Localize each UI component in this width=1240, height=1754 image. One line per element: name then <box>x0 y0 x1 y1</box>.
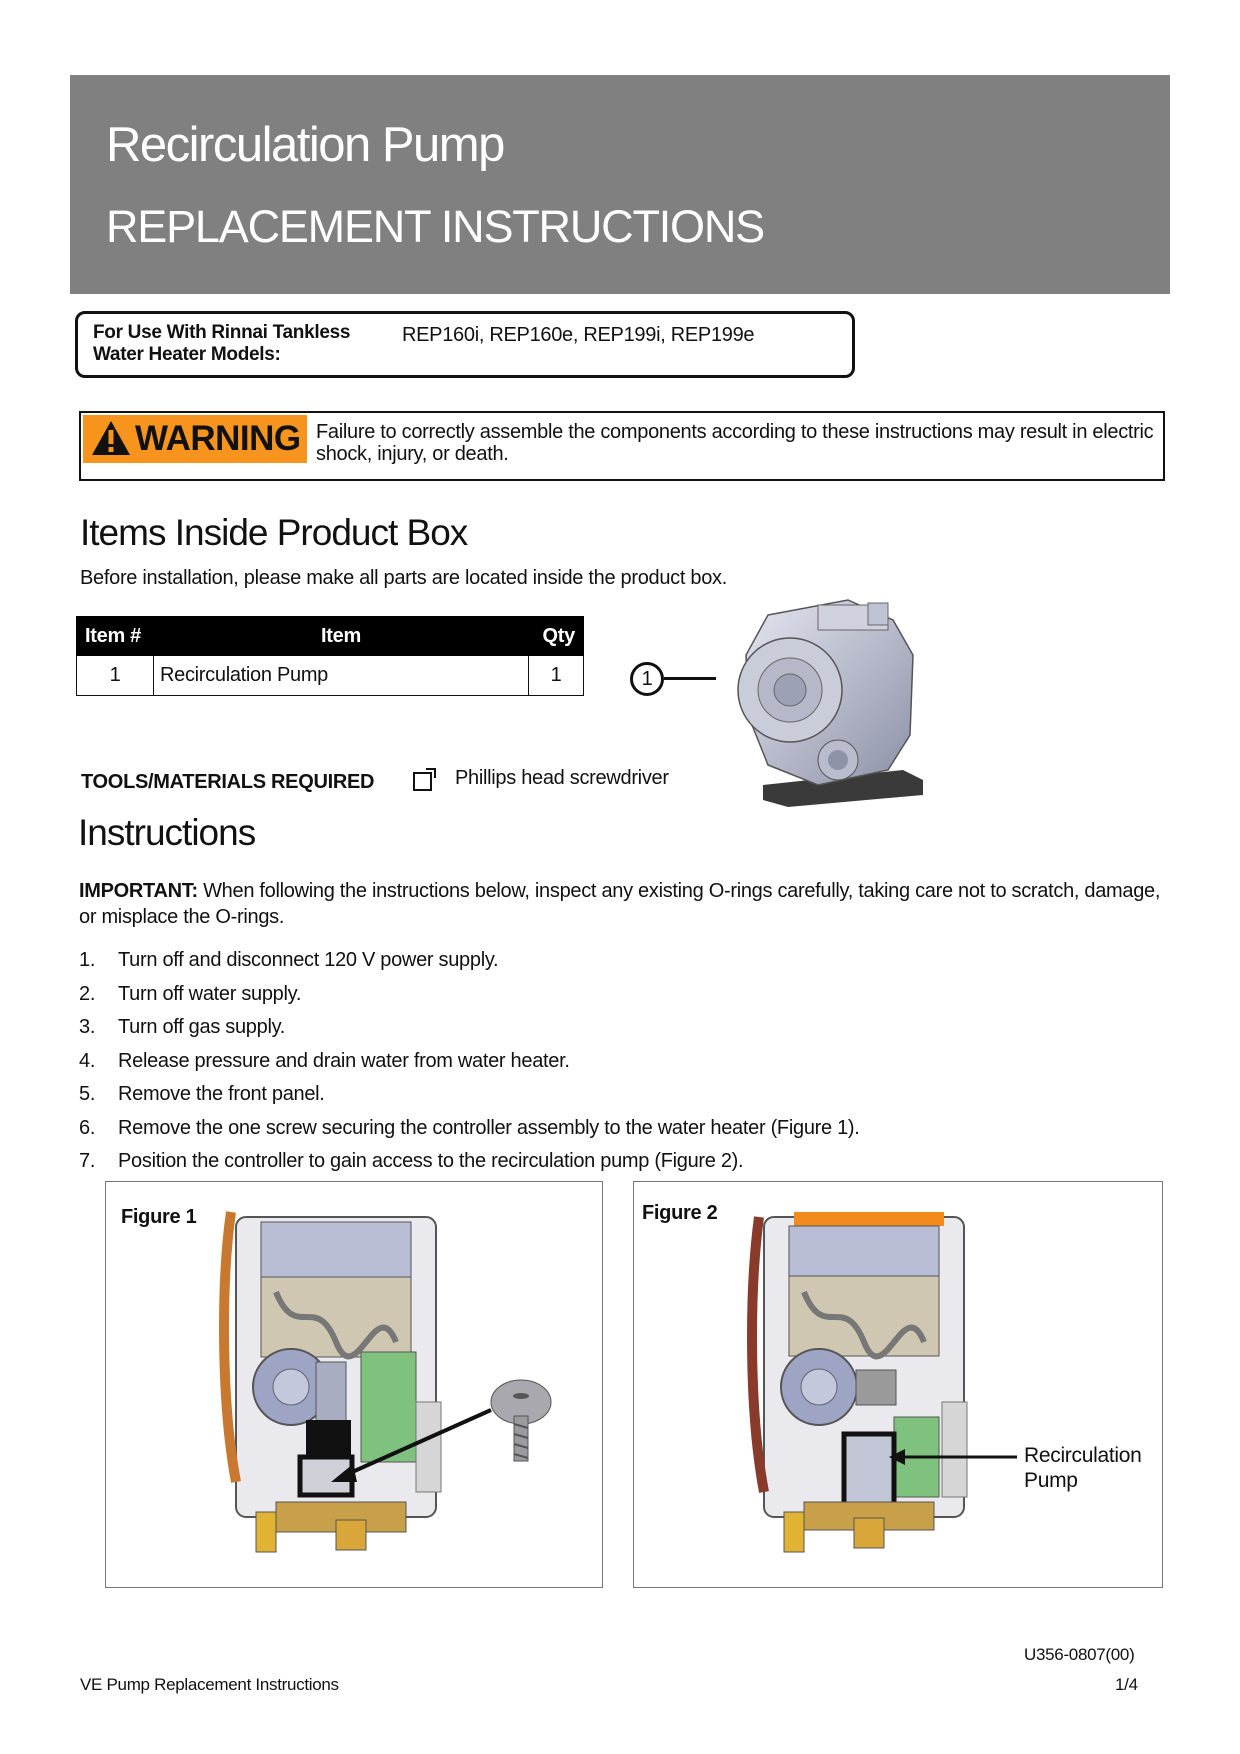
col-qty: Qty <box>529 617 584 656</box>
recirculation-pump-image <box>728 595 928 810</box>
document-number: U356-0807(00) <box>1024 1645 1135 1664</box>
steps-list <box>79 949 860 1184</box>
col-item: Item <box>154 617 529 656</box>
items-table-header <box>77 617 584 656</box>
instructions-heading: Instructions <box>78 812 256 853</box>
step-text: Turn off gas supply. <box>118 1016 286 1038</box>
important-note <box>79 878 1169 930</box>
col-item-num: Item # <box>77 617 154 656</box>
list-item <box>79 1117 860 1151</box>
figure-2-caption: Figure 2 <box>642 1202 718 1224</box>
figure-1-caption: Figure 1 <box>121 1206 197 1228</box>
figure-2-label-line2: Pump <box>1024 1469 1078 1492</box>
step-number: 3. <box>79 1016 96 1038</box>
items-table <box>76 616 584 696</box>
callout-leader-line <box>664 677 716 680</box>
items-intro: Before installation, please make all parts are located inside the product box. <box>80 567 727 589</box>
list-item <box>79 1150 860 1184</box>
step-number: 1. <box>79 949 96 971</box>
table-row <box>77 656 584 696</box>
water-heater-figure-2-image <box>744 1212 989 1562</box>
list-item <box>79 1016 860 1050</box>
list-item <box>79 1083 860 1117</box>
list-item <box>79 1050 860 1084</box>
models-box <box>75 311 855 378</box>
page-subtitle: REPLACEMENT INSTRUCTIONS <box>106 201 764 252</box>
models-value: REP160i, REP160e, REP199i, REP199e <box>402 324 755 346</box>
step-text: Release pressure and drain water from water heater. <box>118 1049 570 1072</box>
models-label: For Use With Rinnai Tankless Water Heater Models: <box>93 322 351 365</box>
row-item-name: Recirculation Pump <box>154 656 529 696</box>
warning-tag <box>83 415 307 463</box>
page-title: Recirculation Pump <box>106 118 504 172</box>
list-item <box>79 949 860 983</box>
header-banner <box>70 75 1170 294</box>
important-label: IMPORTANT: <box>79 880 198 902</box>
step-number: 6. <box>79 1116 96 1139</box>
checkbox-icon <box>413 772 432 791</box>
row-item-num: 1 <box>77 656 154 696</box>
warning-word: WARNING <box>135 419 301 458</box>
warning-box <box>79 411 1165 481</box>
step-number: 4. <box>79 1049 96 1072</box>
list-item <box>79 983 860 1017</box>
step-text: Turn off water supply. <box>118 982 302 1005</box>
figure-2 <box>633 1181 1163 1588</box>
tool-item: Phillips head screwdriver <box>455 767 669 789</box>
footer-title: VE Pump Replacement Instructions <box>80 1675 339 1694</box>
step-text: Remove the one screw securing the controller assembly to the water heater (Figure 1). <box>118 1116 860 1139</box>
items-heading: Items Inside Product Box <box>80 512 468 553</box>
row-qty: 1 <box>529 656 584 696</box>
page-number: 1/4 <box>1115 1675 1138 1694</box>
step-text: Remove the front panel. <box>118 1083 325 1105</box>
screw-with-arrow-icon <box>321 1372 556 1512</box>
warning-message: Failure to correctly assemble the components according to these instructions may result in electric shock, injury, or death. <box>316 421 1154 465</box>
step-number: 2. <box>79 982 96 1005</box>
step-number: 7. <box>79 1150 96 1172</box>
step-text: Turn off and disconnect 120 V power supply. <box>118 949 499 971</box>
part-callout: 1 <box>630 662 664 696</box>
step-text: Position the controller to gain access to the recirculation pump (Figure 2). <box>118 1150 744 1172</box>
important-text: When following the instructions below, inspect any existing O-rings carefully, taking care not to scratch, damage, or misplace the O-rings. <box>79 880 1161 928</box>
figure-1 <box>105 1181 603 1588</box>
figure-2-label-line1: Recirculation <box>1024 1444 1142 1467</box>
warning-triangle-icon <box>91 419 131 457</box>
step-number: 5. <box>79 1083 96 1105</box>
tools-label: TOOLS/MATERIALS REQUIRED <box>81 771 375 793</box>
arrow-left-icon <box>889 1447 1019 1467</box>
figure-2-label <box>1024 1443 1142 1493</box>
